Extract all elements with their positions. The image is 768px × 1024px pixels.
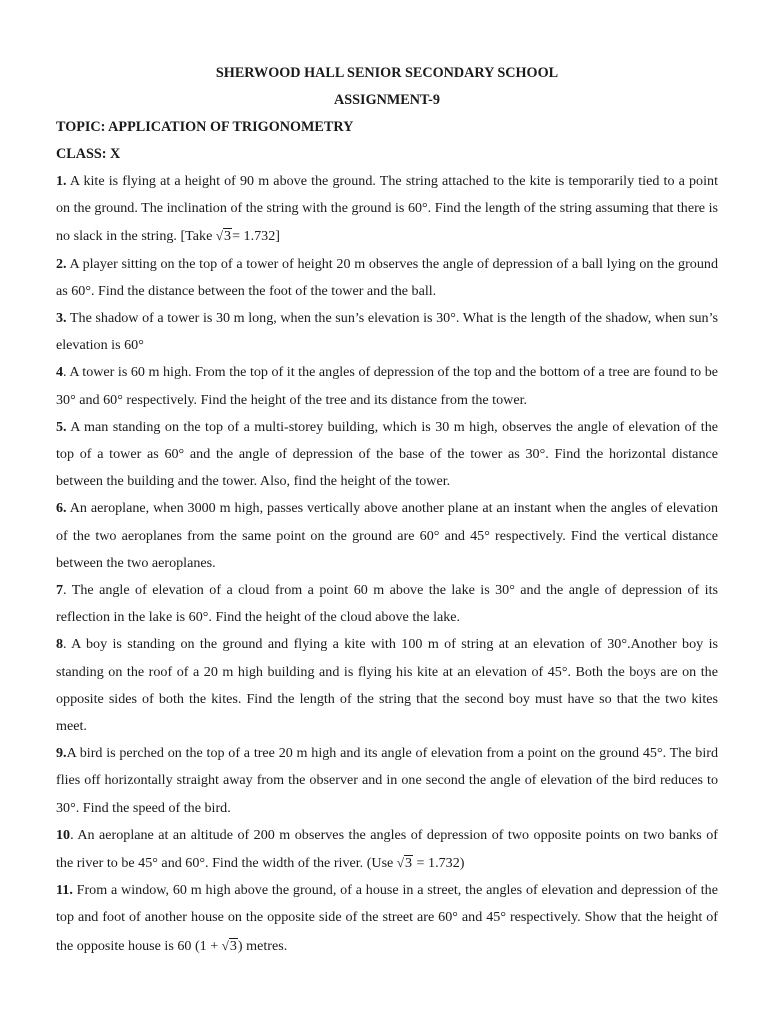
radicand: 3: [404, 855, 413, 872]
question-text-tail: = 1.732]: [232, 228, 280, 245]
question-text: . An aeroplane at an altitude of 200 m observes the angles of depression of two opposite points on two banks of the river to be 45° and 60°. Find the width of the river. (Use: [56, 826, 718, 872]
question-text: . The angle of elevation of a cloud from a point 60 m above the lake is 30° and the angle of depression of its reflection in the lake is 60°. Find the height of the cloud above the lake.: [56, 582, 718, 626]
question-number: 4: [56, 364, 64, 381]
question-text: An aeroplane, when 3000 m high, passes vertically above another plane at an instant when the angles of elevation of the two aeroplanes from the same point on the ground are 60° and 45° respectively. Find the vertical distance between the two aeroplanes.: [56, 500, 718, 571]
question-11: [56, 877, 718, 960]
question-text: From a window, 60 m high above the ground, of a house in a street, the angles of elevation and depression of the top and foot of another house on the opposite side of the street are 60° and 45° respectively. Show that the height of the opposite house is 60 (1 +: [56, 882, 718, 954]
question-7: [56, 577, 718, 631]
question-text: The shadow of a tower is 30 m long, when the sun’s elevation is 30°. What is the length of the shadow, when sun’s elevation is 60°: [56, 310, 718, 354]
question-number: 9.: [56, 745, 67, 762]
question-10: [56, 822, 718, 877]
square-root: √3: [396, 855, 413, 872]
question-number: 7: [56, 582, 64, 599]
square-root: √3: [221, 937, 237, 954]
question-text: A kite is flying at a height of 90 m above the ground. The string attached to the kite is temporarily tied to a point on the ground. The inclination of the string with the ground is 60°. Find the length of the string assuming that there is no slack in the string. [Take: [56, 173, 718, 245]
question-8: [56, 631, 718, 740]
question-9: [56, 740, 718, 822]
question-text-tail: ) metres.: [237, 937, 288, 954]
topic-line: TOPIC: APPLICATION OF TRIGONOMETRY: [56, 119, 354, 135]
question-number: 3.: [56, 310, 67, 327]
question-text: A man standing on the top of a multi-storey building, which is 30 m high, observes the angle of elevation of the top of a tower as 60° and the angle of depression of the base of the tower as 30°. Find the horizontal distance between the building and the tower. Also, find the height of the tower.: [56, 418, 718, 490]
question-6: [56, 495, 718, 577]
question-text-tail: = 1.732): [413, 855, 465, 872]
question-3: [56, 305, 718, 359]
question-text: A player sitting on the top of a tower of height 20 m observes the angle of depression of a ball lying on the ground as 60°. Find the distance between the foot of the tower and the ball.: [56, 255, 718, 299]
question-number: 2.: [56, 255, 67, 272]
question-number: 11.: [56, 882, 73, 899]
question-number: 10: [56, 826, 71, 843]
question-5: [56, 414, 718, 496]
question-4: [56, 359, 718, 413]
assignment-page: [56, 60, 718, 960]
radicand: 3: [229, 937, 237, 954]
question-number: 5.: [56, 418, 67, 435]
assignment-title: ASSIGNMENT-9: [334, 92, 440, 108]
question-text: . A boy is standing on the ground and flying a kite with 100 m of string at an elevation of 30°.Another boy is standing on the roof of a 20 m high building and is flying his kite at an elevation of 45°. Both the boys are on the opposite sides of both the kites. Find the length of the string that the second boy must have so that the two kites meet.: [56, 636, 718, 735]
question-text: . A tower is 60 m high. From the top of it the angles of depression of the top and the bottom of a tree are found to be 30° and 60° respectively. Find the height of the tree and its distance from the tower.: [56, 364, 718, 408]
question-text: A bird is perched on the top of a tree 20 m high and its angle of elevation from a point on the ground 45°. The bird flies off horizontally straight away from the observer and in one second the angle of elevation of the bird reduces to 30°. Find the speed of the bird.: [56, 745, 718, 816]
square-root: √3: [215, 228, 232, 245]
question-number: 8: [56, 636, 64, 653]
class-line: CLASS: X: [56, 146, 121, 162]
question-number: 6.: [56, 500, 67, 517]
radicand: 3: [224, 228, 232, 245]
question-1: [56, 168, 718, 251]
school-name: SHERWOOD HALL SENIOR SECONDARY SCHOOL: [215, 65, 559, 81]
question-2: [56, 251, 718, 305]
question-number: 1.: [56, 173, 67, 189]
